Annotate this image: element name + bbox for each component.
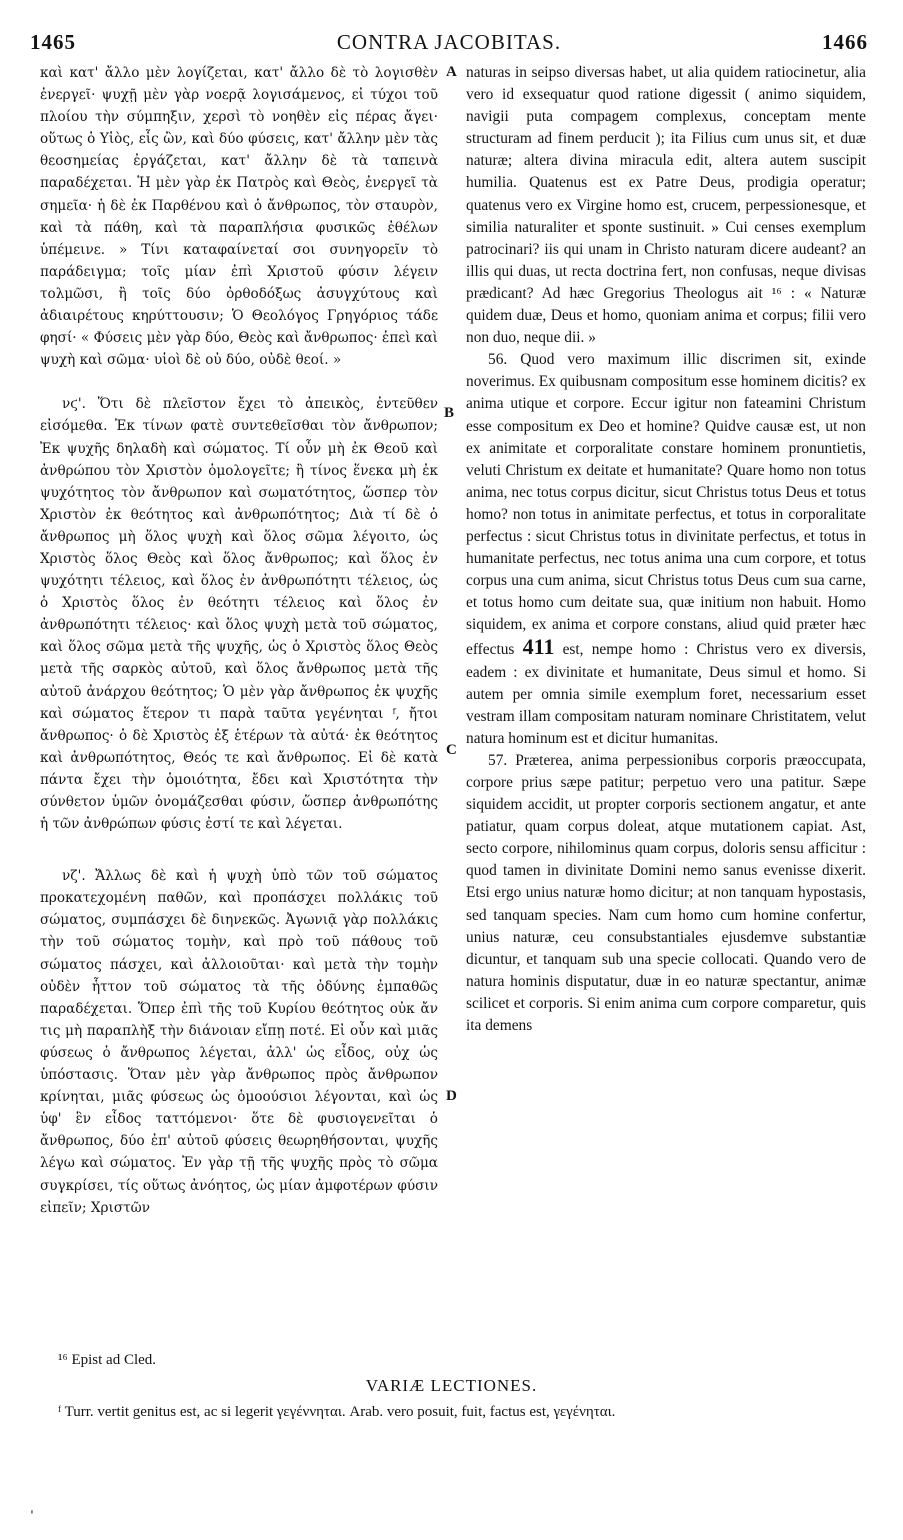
latin-paragraph-56-part-a: 56. Quod vero maximum illic discrimen sit, exinde noverimus. Ex quibusnam compositum esse hominem dicitis? ex anima utique et corpore. Eccur igitur non fateamini Christum esse compositum ex Deo et homine? Quidve causæ est, ut non ex animitate et corporalitate constare hominem pronuntietis, veluti Christum ex deitate et humanitate? Quare homo non totus anima, nec totus corpus dicitur, sicut Christus totus Deus et totus homo? non totus in animitate perfectus, et totus in corporalitate perfectus : sicut Christus totus in divinitate perfectus, et totus in humanitate perfectus, nec totus anima una cum corpore, et totus corpus una cum anima, sicut Christus totus Deus cum sua carne, et totus homo cum deitate sua, quæ initium non habuit. Homo siquidem, ex anima et corpore constans, aliud quid præter hæc effectus	[466, 351, 866, 659]
page-header	[30, 30, 868, 60]
running-title: CONTRA JACOBITAS.	[336, 30, 562, 54]
greek-paragraph-57: νζ'. Ἄλλως δὲ καὶ ἡ ψυχὴ ὑπὸ τῶν τοῦ σώματος προκατεχομένη παθῶν, καὶ προπάσχει πολλάκις τοῦ σώματος, συμπάσχει δὲ διηνεκῶς. Ἀγωνιᾷ γὰρ πολλάκις τὴν τοῦ σώματος τομὴν, καὶ πρὸ τοῦ πάθους τοῦ σώματος πάσχει, καὶ ἀλλοιοῦται· καὶ μετὰ τὴν τομὴν οὐδὲν ἧττον τοῦ σώματος τὰ τῆς ὀδύνης ἐμπαθῶς παραδέχεται. Ὅπερ ἐπὶ τῆς τοῦ Κυρίου θεότητος οὐκ ἄν τις μὴ παραπλὴξ τὴν διάνοιαν εἴπῃ ποτέ. Εἰ οὖν καὶ μιᾶς φύσεως ὁ ἄνθρωπος λέγεται, ἀλλ' ὡς εἶδος, οὐχ ὡς ὑπόστασις. Ὅταν μὲν γὰρ ἄνθρωπος πρὸς ἄνθρωπον κρίνηται, μιᾶς φύσεως ὡς ὁμοούσιοι λέγονται, καὶ ὡς ὑφ' ἓν εἶδος ταττόμενοι· ὅτε δὲ φυσιογενεῖται ὁ ἄνθρωπος, δύο ἐπ' αὐτοῦ φύσεις θεωρηθήσονται, ψυχῆς λέγω καὶ σώματος. Ἐν γὰρ τῇ τῆς ψυχῆς πρὸς τὸ σῶμα συγκρίσει, τίς οὕτως ἀνόητος, ὡς μίαν ἀμφοτέρων φύσιν εἰπεῖν; Χριστῶν	[40, 868, 438, 1216]
page-number-right: 1466	[822, 30, 868, 54]
footnote: ¹⁶ Epist ad Cled.	[58, 1352, 157, 1368]
variae-lectiones-note: ᶠ Turr. vertit genitus est, ac si legerit γεγέννηται. Arab. vero posuit, fuit, factus est, γεγένηται.	[58, 1404, 616, 1420]
margin-marker-d: D	[446, 1088, 457, 1104]
greek-paragraph-56: νϛ'. Ὅτι δὲ πλεῖστον ἔχει τὸ ἀπεικὸς, ἐντεῦθεν εἰσόμεθα. Ἐκ τίνων φατὲ συντεθεῖσθαι τὸν ἄνθρωπον; Ἐκ ψυχῆς δηλαδὴ καὶ σώματος. Τί οὖν μὴ ἐκ Θεοῦ καὶ ἀνθρώπου τὸν Χριστὸν ὁμολογεῖτε; ἢ τίνος ἕνεκα μὴ ἐκ ψυχότητος τὸν ἄνθρωπον καὶ σωματότητος, ὥσπερ τὸν Χριστὸν ἐκ θεότητος καὶ ἀνθρωπότητος; Διὰ τί δὲ ὁ ἄνθρωπος μὴ ὅλος ψυχὴ καὶ ὅλος σῶμα λέγοιτο, ὡς Χριστὸς ὅλος Θεὸς καὶ ὅλος ἄνθρωπος; καὶ ὅλος ἐν ψυχότητι τέλειος, καὶ ὅλος ἐν ἀνθρωπότητι τέλειος, ὡς ὁ Χριστὸς ὅλος ἐν θεότητι τέλειος καὶ ὅλος ἐν ἀνθρωπότητι τέλειος· καὶ ὅλος ψυχὴ μετὰ τοῦ σώματος, καὶ ὅλος σῶμα μετὰ τῆς ψυχῆς, ὡς ὁ Χριστὸς ὅλος Θεὸς μετὰ τῆς σαρκὸς αὐτοῦ, καὶ ὅλος ἄνθρωπος μετὰ τῆς αὐτοῦ ἀνάρχου θεότητος; Ὁ μὲν γὰρ ἄνθρωπος ἐκ ψυχῆς καὶ σώματος ἕτερον τι παρὰ ταῦτα γεγένηται ᶠ, ἤτοι ἄνθρωπος· ὁ δὲ Χριστὸς ἐξ ἑτέρων τὰ αὐτά· ἐκ θεότητος καὶ ἀνθρωπότητος, Θεός τε καὶ ἄνθρωπος. Εἰ δὲ κατὰ πάντα ἔχει τὴν ὁμοιότητα, ἔδει καὶ Χριστότητα τὴν σύνθετον ὑμῶν ὀνομάζεσθαι φύσιν, ὥσπερ ἀνθρωπότης ἡ τῶν ἀνθρώπων φύσις ἐστί τε καὶ λέγεται.	[40, 396, 438, 833]
latin-paragraph-57: 57. Præterea, anima perpessionibus corporis præoccupata, corpore prius sæpe patitur; perpetuo vero una patitur. Sæpe siquidem accidit, ut propter corporis sectionem angatur, et ante patiatur, quam corpus doleat, atque mutationem capiat. Ast, secto corpore, nihilominus quam corpus, doloris sensu afficitur : quod tamen in divinitate Domini nemo sanus evenisse dixerit. Etsi ergo unius naturæ homo dicitur; at non tanquam hypostasis, sed tanquam species. Nam cum homo cum homine confertur, unius naturæ, ceu consubstantiales ejusdemve substantiæ dicuntur, et tanquam sub una specie collocati. Quando vero de natura hominis disputatur, duæ in eo naturæ spectantur, animæ scilicet et corporis. Si enim anima cum corpore comparetur, quis ita demens	[466, 751, 866, 1035]
margin-marker-c: C	[446, 742, 457, 758]
latin-paragraph-56-part-b: est, nempe homo : Christus vero ex diversis, eadem : ex divinitate et humanitate, Deus simul et homo. Si autem per omnia simile exemplum foret, necessarium esset vestram illam compositam naturam nominare Christitatem, velut natura hominum est et dicitur humanitas.	[466, 641, 866, 747]
stray-mark: ˌ	[30, 1500, 34, 1516]
margin-marker-a: A	[446, 64, 457, 80]
column-number: 411	[522, 634, 555, 660]
greek-paragraph-1: καὶ κατ' ἄλλο μὲν λογίζεται, κατ' ἄλλο δὲ τὸ λογισθὲν ἐνεργεῖ· ψυχῇ μὲν γὰρ νοερᾷ λογισάμενος, εἰ τύχοι τοῦ πλοίου τὴν σύμπηξιν, χερσὶ τὸ νοηθὲν εἰς πέρας ἄγει· οὕτως ὁ Υἱὸς, εἷς ὢν, καὶ δύο φύσεις, κατ' ἄλλην μὲν τὰς θεοσημείας ἐργάζεται, κατ' ἄλλην δὲ τὰ ταπεινὰ παραδέχεται. Ἡ μὲν γὰρ ἐκ Πατρὸς καὶ Θεὸς, ἐνεργεῖ τὰ σημεῖα· ἡ δὲ ἐκ Παρθένου καὶ ὁ ἄνθρωπος, τὸν σταυρὸν, καὶ τὰ πάθη, καὶ τὰ παραπλήσια φυσικῶς ἐθέλων ὑπέμεινε. » Τίνι καταφαίνεταί σοι συνηγορεῖν τὸ παράδειγμα; τοῖς μίαν ἐπὶ Χριστοῦ φύσιν λέγειν τολμῶσι, ἢ τοῖς δύο ὀρθοδόξως ἀσυγχύτους καὶ ἀδιαιρέτους κηρύττουσιν; Ὁ Θεολόγος Γρηγόριος τάδε φησί· « Φύσεις μὲν γὰρ δύο, Θεὸς καὶ ἄνθρωπος· ἐπεὶ καὶ ψυχὴ καὶ σῶμα· υἱοὶ δὲ οὐ δύο, οὐδὲ θεοί. »	[40, 65, 438, 369]
latin-paragraph-1: naturas in seipso diversas habet, ut alia quidem ratiocinetur, alia vero id exsequatur quod ratione digessit ( animo siquidem, navigii puta compagem complexus, conceptam mente structuram ad finem perducit ); ita Filius cum unus sit, et duæ naturæ; altera divina miracula edit, altera autem suscipit humilia. Quatenus est ex Patre Deus, prodigia operatur; quatenus vero ex Virgine homo est, crucem, perpessionesque, et similia naturaliter et sponte sustinuit. » Cui censes exemplum patrocinari? iis qui unam in Christo naturam dicere audeant? an illis qui duas, ut recta doctrina fert, non confusas, neque divisas prædicant? Ad hæc Gregorius Theologus ait ¹⁶ : « Naturæ quidem duæ, Deus et homo, quoniam anima et corpus; filii vero non duo, neque dii. »	[466, 64, 866, 347]
variae-lectiones-heading: VARIÆ LECTIONES.	[365, 1376, 538, 1395]
latin-paragraph-56	[466, 349, 866, 750]
greek-column	[40, 62, 438, 1219]
page-number-left: 1465	[30, 30, 76, 54]
latin-column	[466, 62, 866, 1037]
margin-marker-b: B	[444, 405, 455, 421]
